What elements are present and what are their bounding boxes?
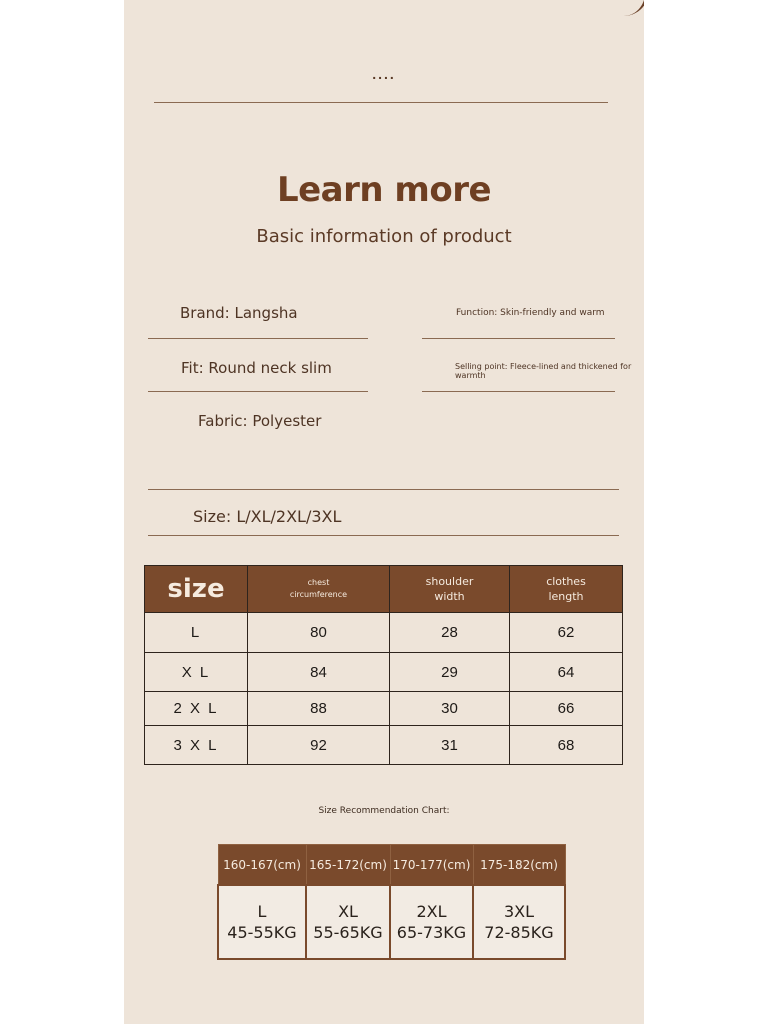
top-divider xyxy=(154,102,608,103)
chest-cell: 84 xyxy=(248,653,390,692)
shoulder-cell: 29 xyxy=(390,653,510,692)
length-cell: 62 xyxy=(510,613,623,653)
fit-divider xyxy=(148,391,368,392)
table-row xyxy=(145,613,623,653)
fabric-divider xyxy=(148,489,619,490)
weight-range: 45-55KG xyxy=(227,923,297,942)
recommended-size: XL xyxy=(338,902,358,921)
length-cell: 68 xyxy=(510,726,623,765)
height-header: 165-172(cm) xyxy=(306,845,390,886)
decorative-dots: .... xyxy=(372,66,396,82)
recommendation-cell xyxy=(306,885,390,959)
size-cell: L xyxy=(145,613,248,653)
recommendation-cell xyxy=(390,885,473,959)
recommendation-title: Size Recommendation Chart: xyxy=(318,806,450,816)
table-row xyxy=(145,726,623,765)
page-subtitle: Basic information of product xyxy=(256,226,512,247)
shoulder-cell: 31 xyxy=(390,726,510,765)
product-info-panel xyxy=(124,0,644,1024)
function-text: Function: Skin-friendly and warm xyxy=(456,308,605,318)
recommendation-row xyxy=(218,885,565,959)
fit-text: Fit: Round neck slim xyxy=(181,359,332,377)
height-header: 160-167(cm) xyxy=(218,845,306,886)
size-table xyxy=(144,565,623,765)
function-divider xyxy=(422,338,615,339)
selling-point-text: Selling point: Fleece-lined and thickened for warmth xyxy=(455,362,632,380)
chest-cell: 92 xyxy=(248,726,390,765)
chest-cell: 88 xyxy=(248,692,390,726)
size-text: Size: L/XL/2XL/3XL xyxy=(193,507,342,526)
brand-divider xyxy=(148,338,368,339)
length-header: clothes length xyxy=(510,566,623,613)
recommendation-table xyxy=(217,844,566,960)
fabric-text: Fabric: Polyester xyxy=(198,412,322,430)
height-header: 175-182(cm) xyxy=(473,845,565,886)
page-title: Learn more xyxy=(276,170,492,210)
table-row xyxy=(145,653,623,692)
chest-header: chest circumference xyxy=(248,566,390,613)
size-header: size xyxy=(145,566,248,613)
recommended-size: L xyxy=(257,902,267,921)
length-cell: 66 xyxy=(510,692,623,726)
shoulder-header: shoulder width xyxy=(390,566,510,613)
shoulder-cell: 28 xyxy=(390,613,510,653)
selling-point-divider xyxy=(422,391,615,392)
height-header: 170-177(cm) xyxy=(390,845,473,886)
weight-range: 72-85KG xyxy=(484,923,554,942)
size-cell: 3 X L xyxy=(145,726,248,765)
corner-decoration xyxy=(599,0,644,16)
chest-cell: 80 xyxy=(248,613,390,653)
size-divider xyxy=(148,535,619,536)
recommended-size: 2XL xyxy=(416,902,447,921)
shoulder-cell: 30 xyxy=(390,692,510,726)
recommendation-cell xyxy=(473,885,565,959)
length-cell: 64 xyxy=(510,653,623,692)
weight-range: 55-65KG xyxy=(313,923,383,942)
weight-range: 65-73KG xyxy=(396,923,467,942)
table-row xyxy=(145,692,623,726)
recommendation-cell xyxy=(218,885,306,959)
size-cell: 2 X L xyxy=(145,692,248,726)
recommended-size: 3XL xyxy=(503,902,535,921)
brand-text: Brand: Langsha xyxy=(180,304,298,322)
size-cell: X L xyxy=(145,653,248,692)
